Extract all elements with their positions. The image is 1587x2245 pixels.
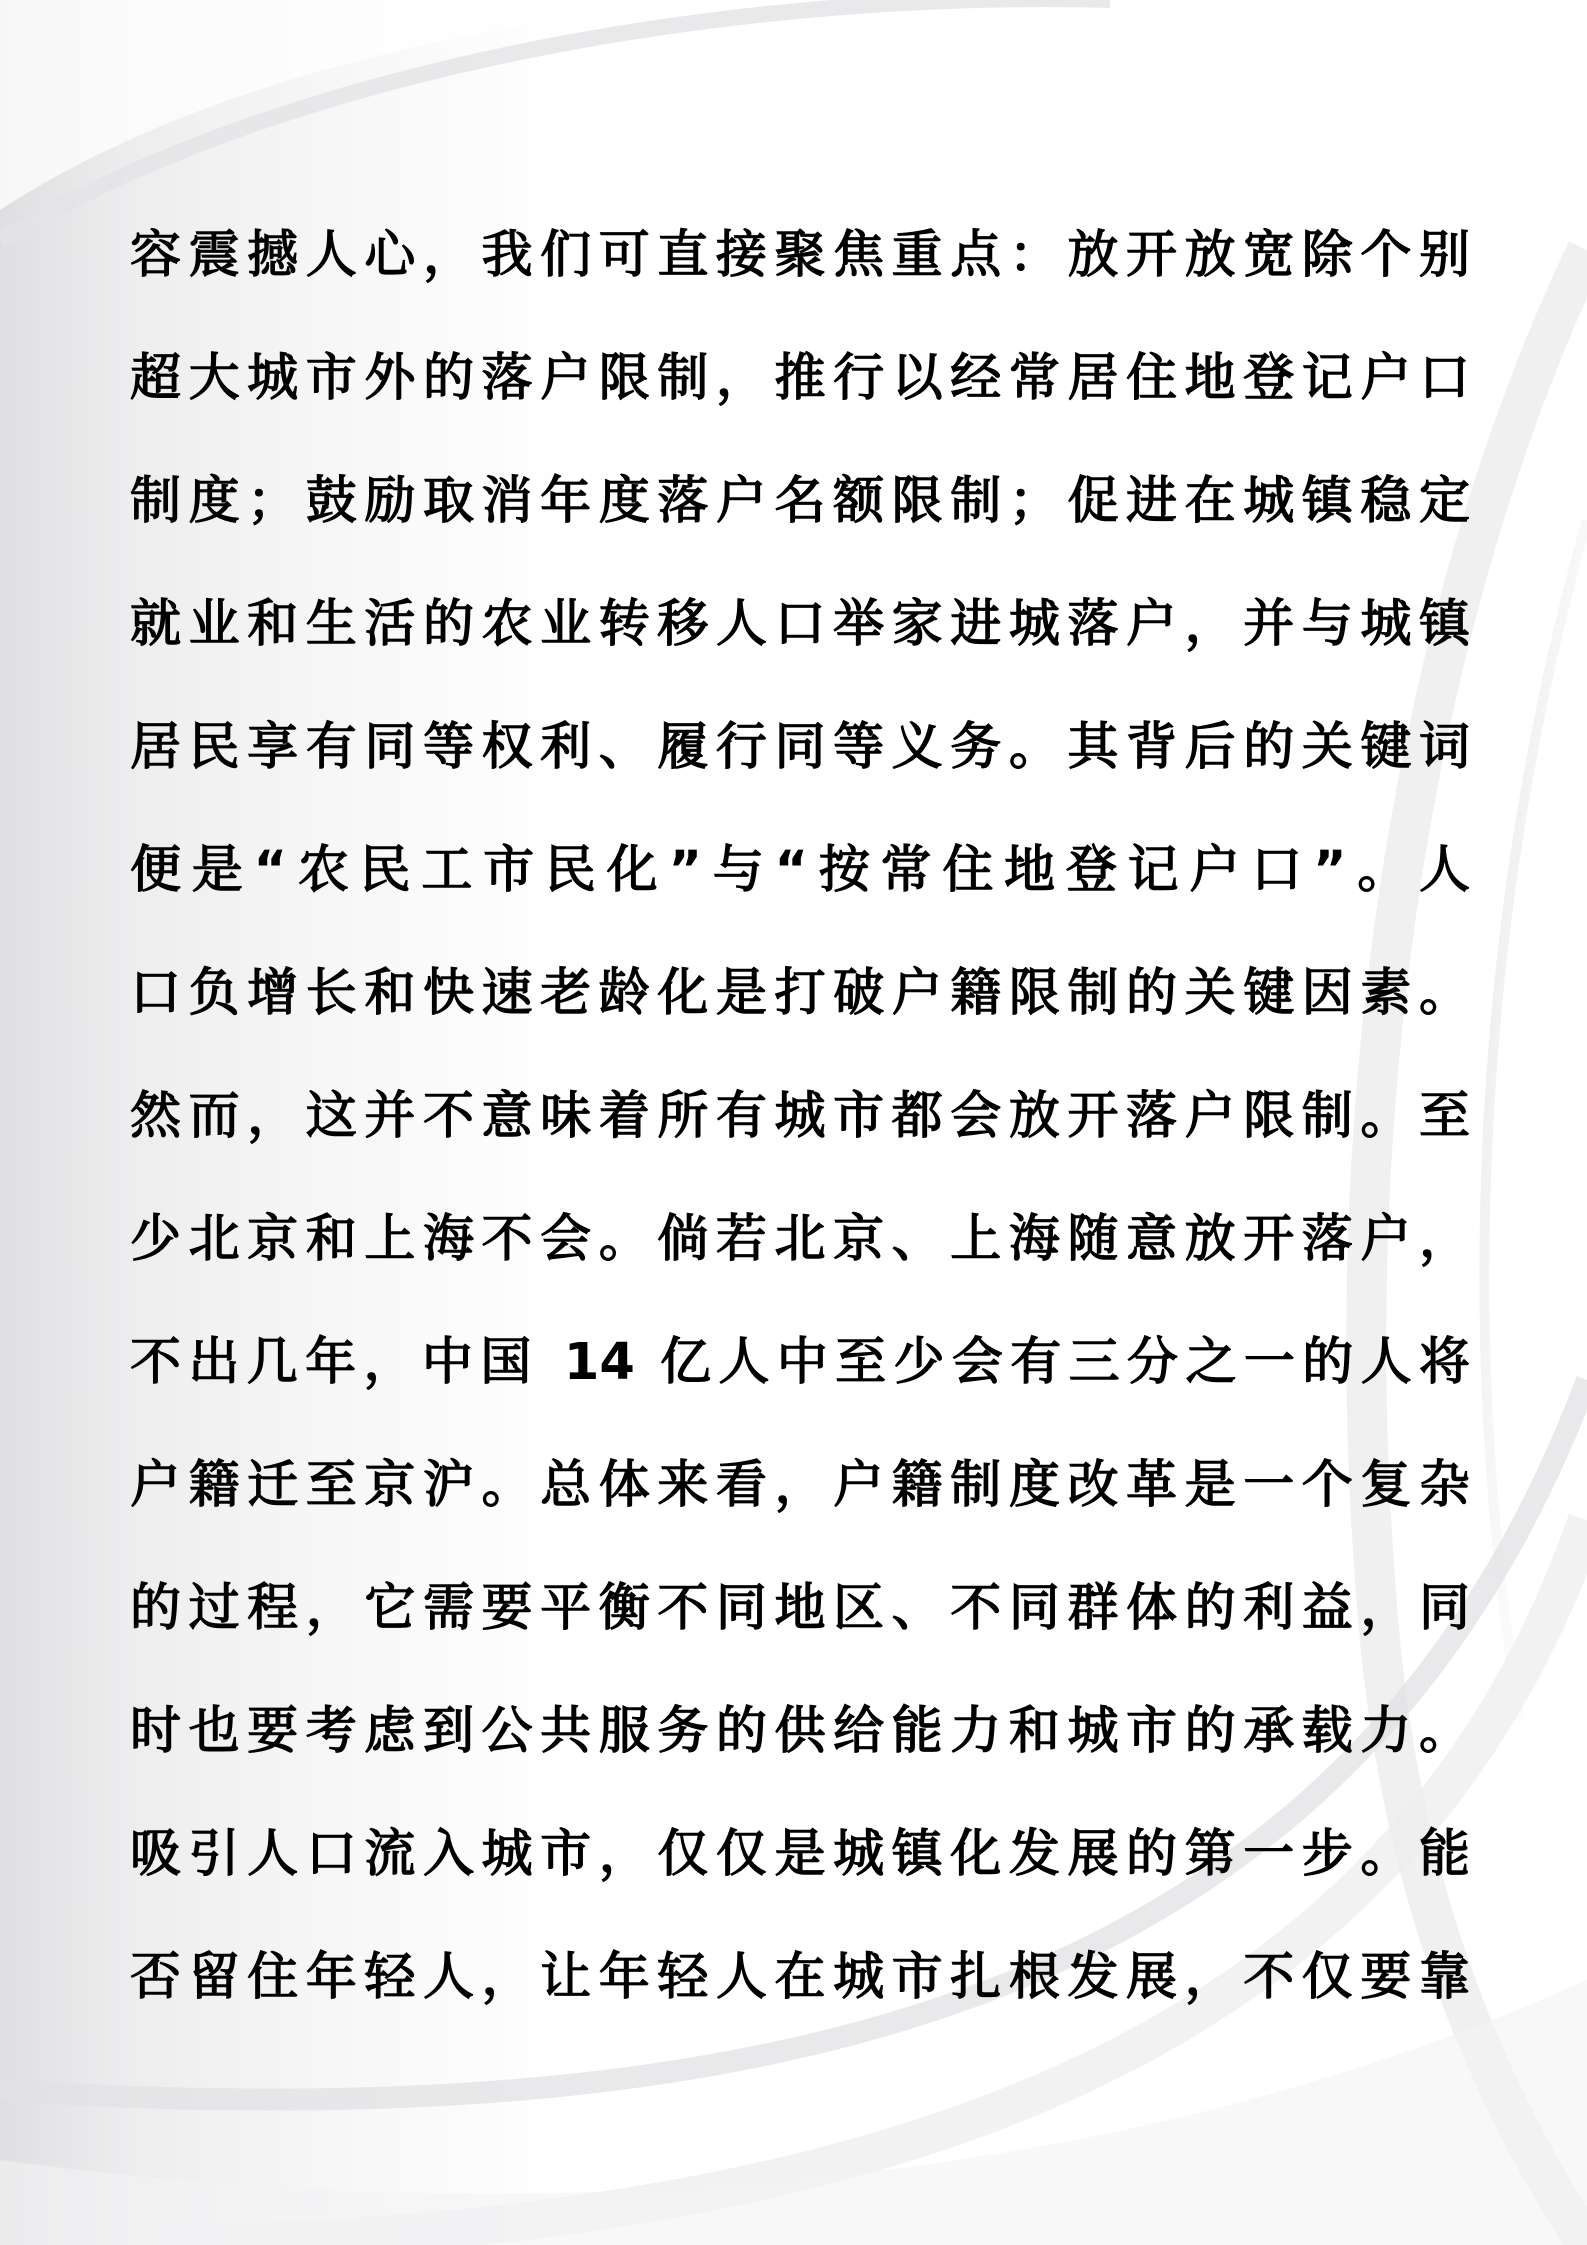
text-line: 制度；鼓励取消年度落户名额限制；促进在城镇稳定 (130, 472, 1470, 531)
text-line: 容震撼人心，我们可直接聚焦重点：放开放宽除个别 (130, 226, 1470, 285)
text-line: 不出几年，中国 14 亿人中至少会有三分之一的人将 (130, 1333, 1470, 1392)
text-line: 居民享有同等权利、履行同等义务。其背后的关键词 (130, 718, 1470, 777)
text-line: 否留住年轻人，让年轻人在城市扎根发展，不仅要靠 (130, 1948, 1470, 2007)
text-line: 吸引人口流入城市，仅仅是城镇化发展的第一步。能 (130, 1825, 1470, 1884)
text-line: 少北京和上海不会。倘若北京、上海随意放开落户， (130, 1210, 1470, 1269)
text-line: 便是“农民工市民化”与“按常住地登记户口”。人 (130, 841, 1470, 900)
text-line: 就业和生活的农业转移人口举家进城落户，并与城镇 (130, 595, 1470, 654)
text-line: 户籍迁至京沪。总体来看，户籍制度改革是一个复杂 (130, 1456, 1470, 1515)
text-line: 时也要考虑到公共服务的供给能力和城市的承载力。 (130, 1702, 1470, 1761)
text-line: 的过程，它需要平衡不同地区、不同群体的利益，同 (130, 1579, 1470, 1638)
text-line: 然而，这并不意味着所有城市都会放开落户限制。至 (130, 1087, 1470, 1146)
text-line: 超大城市外的落户限制，推行以经常居住地登记户口 (130, 349, 1470, 408)
text-line: 口负增长和快速老龄化是打破户籍限制的关键因素。 (130, 964, 1470, 1023)
body-text (130, 214, 1470, 2059)
